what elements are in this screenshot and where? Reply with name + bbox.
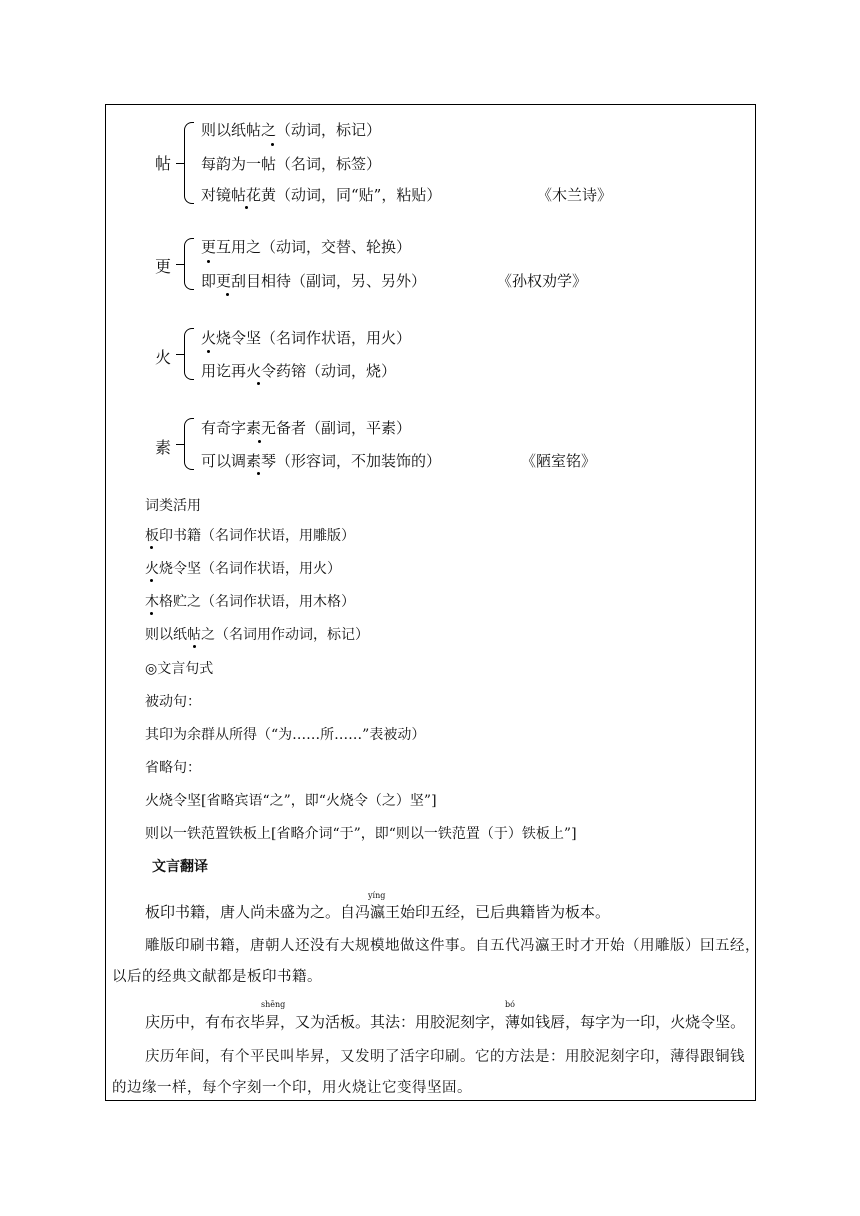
original-text-line [145, 1000, 746, 1032]
emphasis-dot [257, 382, 260, 385]
emphasis-dot [150, 612, 153, 615]
emphasis-dot [271, 143, 274, 146]
char: 薄 [505, 1013, 521, 1031]
source-title: 《陋室铭》 [521, 452, 597, 470]
emphasis-dot [258, 440, 261, 443]
emphasis-dot [150, 579, 153, 582]
text-run: 板印书籍，唐人尚未盛为之。自冯 [145, 903, 371, 921]
translation-line: 雕版印刷书籍，唐朝人还没有大规模地做这件事。自五代冯瀛王时才开始（用雕版）囙五经， [145, 938, 760, 954]
annotated-char [261, 1000, 286, 1032]
text-run: 如钱唇，每字为一印，火烧令坚。 [520, 1013, 746, 1031]
emphasis-dot [207, 350, 210, 353]
cilei-item: 板印书籍（名词作状语，用雕版） [145, 528, 355, 544]
group-line: 有奇字素无备者（副词，平素） [201, 419, 412, 437]
brace [184, 328, 194, 380]
brace-tick [176, 444, 184, 445]
brace-tick [176, 264, 184, 265]
group-line: 则以纸帖之（动词，标记） [201, 121, 382, 139]
group-line: 即更刮目相待（副词，另、另外） [201, 272, 427, 290]
brace-tick [176, 163, 184, 164]
group-line: 更互用之（动词，交替、轮换） [201, 238, 412, 256]
group-line: 对镜帖花黄（动词，同“贴”，粘贴） [201, 186, 442, 204]
char: 瀛 [370, 903, 386, 921]
pinyin: bó [505, 1000, 515, 1009]
omit-example: 火烧令坚[省略宾语“之”，即“火烧令（之）坚”] [145, 793, 437, 809]
emphasis-dot [207, 260, 210, 263]
annotated-char [368, 891, 386, 922]
emphasis-dot [245, 206, 248, 209]
original-text-line [145, 891, 611, 922]
group-head-huo: 火 [155, 348, 172, 367]
cilei-item: 火烧令坚（名词作状语，用火） [145, 561, 341, 577]
text-run: ，又为活板。其法：用胶泥刻字， [280, 1013, 506, 1031]
group-line: 火烧令坚（名词作状语，用火） [201, 329, 412, 347]
pinyin: yíng [368, 891, 386, 900]
passive-label: 被动句： [145, 694, 201, 710]
emphasis-dot [150, 546, 153, 549]
text-run: 王始印五经，已后典籍皆为板本。 [385, 903, 611, 921]
char: 昇 [265, 1013, 281, 1031]
section-title-jushi: ◎文言句式 [145, 661, 214, 677]
group-line: 用讫再火令药镕（动词，烧） [201, 362, 397, 380]
text-run: 庆历中，有布衣毕 [145, 1013, 266, 1031]
translation-line: 庆历年间，有个平民叫毕昇，又发明了活字印刷。它的方法是：用胶泥刻字印，薄得跟铜钱 [145, 1049, 745, 1065]
section-title-fanyi: 文言翻译 [152, 859, 208, 875]
cilei-item: 则以纸帖之（名词用作动词，标记） [145, 627, 369, 643]
omit-label: 省略句： [145, 760, 201, 776]
cilei-item: 木格贮之（名词作状语，用木格） [145, 594, 355, 610]
translation-line: 的边缘一样，每个字刻一个印，用火烧让它变得坚固。 [112, 1080, 472, 1096]
brace [184, 418, 194, 470]
annotated-char [505, 1000, 521, 1032]
emphasis-dot [257, 472, 260, 475]
brace-tick [176, 354, 184, 355]
brace [184, 122, 194, 204]
group-line: 可以调素琴（形容词，不加装饰的） [201, 452, 442, 470]
group-head-geng: 更 [155, 257, 172, 276]
passive-example: 其印为余群从所得（“为……所……”表被动） [145, 727, 426, 743]
source-title: 《孙权劝学》 [497, 272, 588, 290]
pinyin: shēng [261, 1000, 286, 1009]
translation-line: 以后的经典文献都是板印书籍。 [112, 969, 322, 985]
group-line: 每韵为一帖（名词，标签） [201, 155, 382, 173]
group-head-tie: 帖 [155, 154, 172, 173]
omit-example: 则以一铁范置铁板上[省略介词“于”，即“则以一铁范置（于）铁板上”] [145, 826, 577, 842]
section-title-cilei: 词类活用 [145, 498, 201, 514]
group-head-su: 素 [155, 438, 172, 457]
emphasis-dot [226, 293, 229, 296]
source-title: 《木兰诗》 [537, 186, 613, 204]
brace [184, 238, 194, 290]
emphasis-dot [193, 645, 196, 648]
